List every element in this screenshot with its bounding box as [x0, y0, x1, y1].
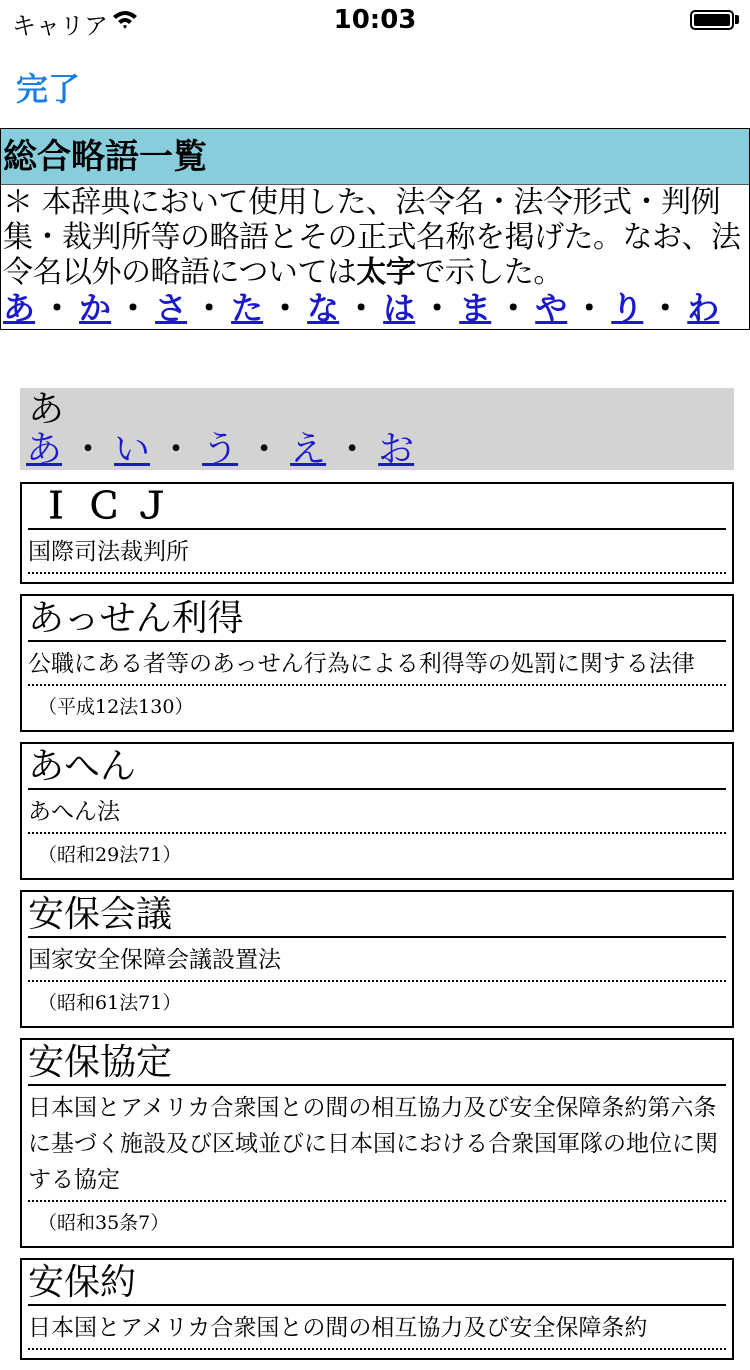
entry-description: 日本国とアメリカ合衆国との間の相互協力及び安全保障条約: [28, 1306, 726, 1350]
kana-link[interactable]: さ: [155, 289, 188, 327]
status-bar: [0, 0, 750, 40]
carrier-label: キャリア: [12, 12, 108, 40]
kana-link[interactable]: は: [383, 289, 416, 327]
entry-term: あっせん利得: [28, 598, 726, 642]
nav-separator: ・: [497, 289, 530, 327]
entry-term: 安保約: [28, 1262, 726, 1306]
entry-reference: （昭和29法71）: [38, 844, 182, 866]
entry-term: 安保会議: [28, 894, 726, 938]
nav-separator: ・: [345, 289, 378, 327]
kana-link[interactable]: あ: [3, 289, 36, 327]
kana-link[interactable]: や: [535, 289, 568, 327]
nav-separator: ・: [334, 429, 371, 470]
nav-separator: ・: [573, 289, 606, 327]
entry-description: 国際司法裁判所: [28, 530, 726, 574]
nav-separator: ・: [421, 289, 454, 327]
battery-tip: [735, 15, 739, 24]
entry-list: [20, 482, 734, 1370]
section-link[interactable]: う: [202, 429, 239, 470]
glossary-header: [0, 128, 750, 330]
section-link[interactable]: え: [290, 429, 327, 470]
section-link[interactable]: お: [378, 429, 415, 470]
status-time: 10:03: [333, 5, 417, 35]
section-sub-nav: [20, 430, 734, 470]
section-link[interactable]: い: [114, 429, 151, 470]
entry-card[interactable]: [20, 742, 734, 880]
entry-card[interactable]: [20, 890, 734, 1028]
description-text-end: で示した。: [415, 255, 563, 290]
nav-separator: ・: [41, 289, 74, 327]
entry-card[interactable]: [20, 594, 734, 732]
entry-reference: （昭和61法71）: [38, 992, 182, 1014]
description-bold: 太字: [356, 255, 416, 290]
kana-link[interactable]: り: [611, 289, 644, 327]
entry-card[interactable]: [20, 1038, 734, 1248]
entry-term: ＩＣＪ: [28, 486, 726, 530]
entry-description: 国家安全保障会議設置法: [28, 938, 726, 982]
entry-reference: （昭和35条7）: [38, 1212, 170, 1234]
section-title: あ: [28, 389, 65, 430]
entry-term: 安保協定: [28, 1042, 726, 1086]
entry-description: 日本国とアメリカ合衆国との間の相互協力及び安全保障条約第六条に基づく施設及び区域並びに日本国における合衆国軍隊の地位に関する協定: [28, 1086, 726, 1202]
kana-link[interactable]: わ: [687, 289, 720, 327]
nav-separator: ・: [117, 289, 150, 327]
kana-link[interactable]: ま: [459, 289, 492, 327]
entry-description: あへん法: [28, 790, 726, 834]
description-text: ＊ 本辞典において使用した、法令名・法令形式・判例集・裁判所等の略語とその正式名称を掲げた。なお、法令名以外の略語については: [3, 185, 741, 290]
done-button[interactable]: 完了: [16, 70, 81, 108]
nav-separator: ・: [158, 429, 195, 470]
nav-separator: ・: [193, 289, 226, 327]
header-description: [1, 185, 749, 290]
section-link[interactable]: あ: [26, 429, 63, 470]
entry-card[interactable]: [20, 482, 734, 584]
section-header: [20, 388, 734, 470]
nav-separator: ・: [70, 429, 107, 470]
nav-separator: ・: [246, 429, 283, 470]
battery-icon: [690, 10, 734, 30]
kana-index-nav: [1, 290, 749, 326]
nav-separator: ・: [269, 289, 302, 327]
page-title: 総合略語一覧: [1, 129, 749, 185]
entry-description: 公職にある者等のあっせん行為による利得等の処罰に関する法律: [28, 642, 726, 686]
kana-link[interactable]: な: [307, 289, 340, 327]
kana-link[interactable]: た: [231, 289, 264, 327]
entry-card[interactable]: [20, 1258, 734, 1360]
nav-separator: ・: [649, 289, 682, 327]
kana-link[interactable]: か: [79, 289, 112, 327]
entry-reference: （平成12法130）: [38, 696, 194, 718]
entry-term: あへん: [28, 746, 726, 790]
